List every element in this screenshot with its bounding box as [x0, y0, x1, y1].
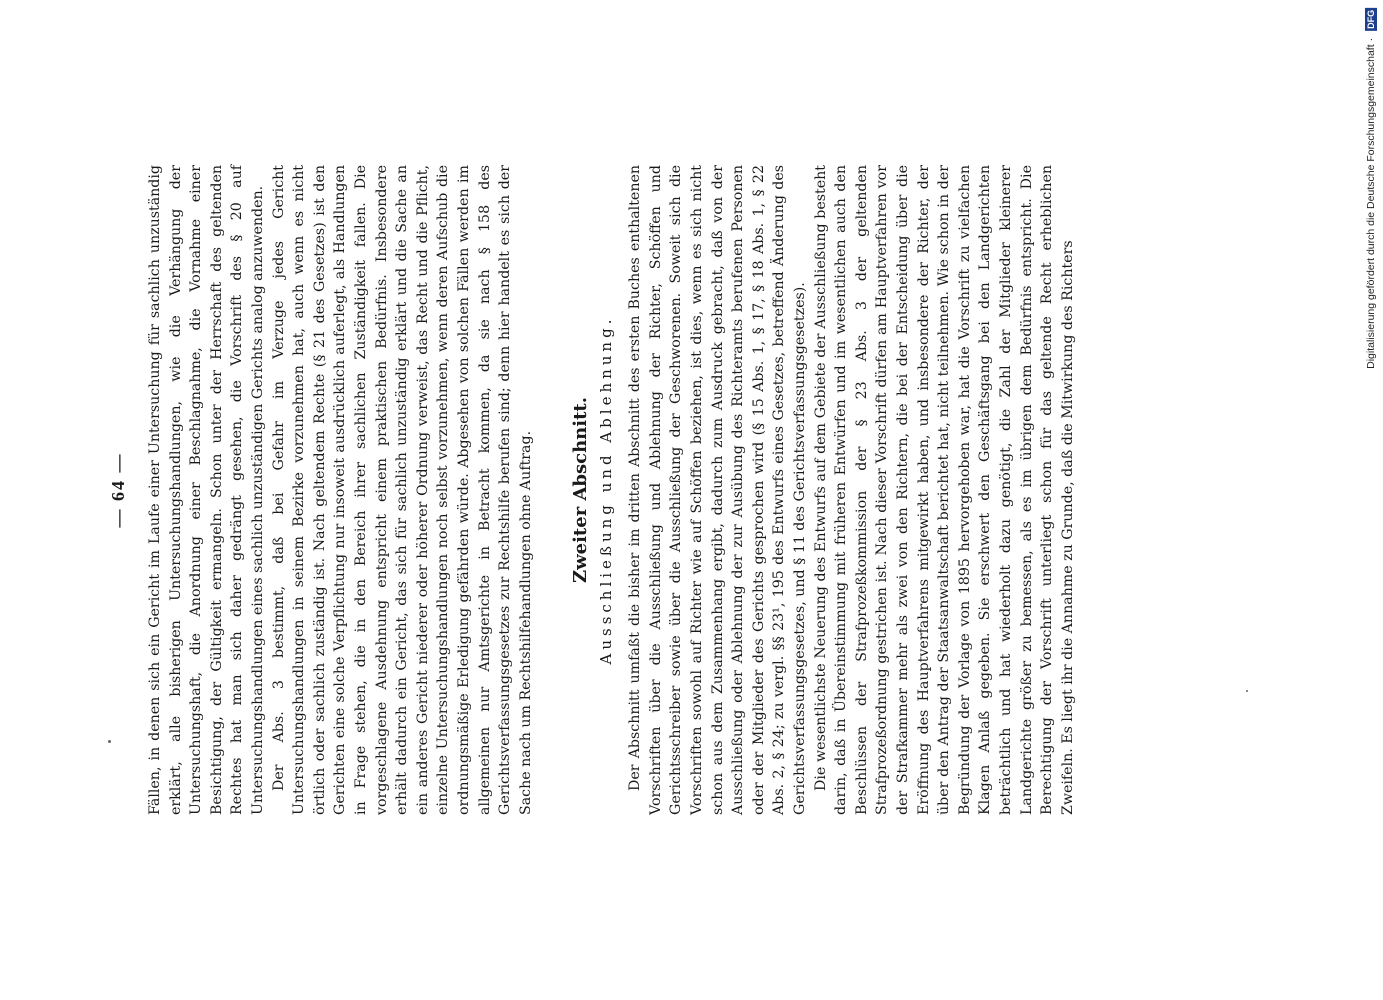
- watermark-text: Digitalisierung gefördert durch die Deutsche Forschungsgemeinschaft: [1365, 44, 1377, 369]
- paper-speck: [1246, 690, 1248, 692]
- section-title: Zweiter Abschnitt.: [570, 397, 592, 583]
- page-number: — 64 —: [108, 452, 128, 528]
- paragraph-bottom-2: Die wesentlichste Neuerung des Entwurfs auf dem Gebiete der Ausschließung besteht darin, daß in Übereinstimmung mit früheren Entwürfen und im wesentlichen auch den Beschlüssen der Strafprozeßkommission der § 23 Abs. 3 der geltenden Strafprozeßordnung gestrichen ist. Nach dieser Vorschrift dürfen am Hauptverfahren vor der Strafkammer mehr als zwei von den Richtern, die bei der Entscheidung über die Eröffnung des Hauptverfahrens mitgewirkt haben, und insbesondere der Richter, der über den Antrag der Staatsanwaltschaft berichtet hat, nicht teilnehmen. Wie schon in der Begründung der Vorlage von 1895 hervorgehoben war, hat die Vorschrift zu vielfachen Klagen Anlaß gegeben. Sie erschwert den Geschäftsgang bei den Landgerichten beträchtlich und hat wiederholt dazu genötigt, die Zahl der Mitglieder kleinerer Landgerichte größer zu bemessen, als es im übrigen dem Bedürfnis entspricht. Die Berechtigung der Vorschrift unterliegt schon für das geltende Recht erheblichen Zweifeln. Es liegt ihr die Annahme zu Grunde, daß die Mitwirkung des Richters: [812, 165, 1076, 815]
- dfg-logo: DFG: [1366, 10, 1376, 29]
- section-subtitle: Ausschließung und Ablehnung.: [597, 315, 616, 665]
- paragraph-top-2: Der Abs. 3 bestimmt, daß bei Gefahr im Verzuge jedes Gericht Untersuchungshandlungen in seinem Bezirke vorzunehmen hat, auch wenn es nicht örtlich oder sachlich zuständig ist. Nach geltendem Rechte (§ 21 des Gesetzes) ist den Gerichten eine solche Verpflichtung nur insoweit ausdrücklich auferlegt, als Handlungen in Frage stehen, die in den Bereich ihrer sachlichen Zuständigkeit fallen. Die vorgeschlagene Ausdehnung entspricht einem praktischen Bedürfnis. Insbesondere erhält dadurch ein Gericht, das sich für sachlich unzuständig erklärt und die Sache an ein anderes Gericht niederer oder höherer Ordnung verweist, das Recht und die Pflicht, einzelne Untersuchungshandlungen noch selbst vorzunehmen, wenn deren Aufschub die ordnungsmäßige Erledigung gefährden würde. Abgesehen von solchen Fällen werden im allgemeinen nur Amtsgerichte in Betracht kommen, da sie nach § 158 des Gerichtsverfassungsgesetzes zur Rechtshilfe berufen sind; denn hier handelt es sich der Sache nach um Rechtshilfehandlungen ohne Auftrag.: [270, 165, 534, 815]
- paragraph-top-1: Fällen, in denen sich ein Gericht im Laufe einer Untersuchung für sachlich unzuständig erklärt, alle bisherigen Untersuchungshandlungen, wie die Verhängung der Untersuchungshaft, die Anordnung einer Beschlagnahme, die Vornahme einer Besichtigung, der Gültigkeit ermangeln. Schon unter der Herrschaft des geltenden Rechtes hat man sich daher gedrängt gesehen, die Vorschrift des § 20 auf Untersuchungshandlungen eines sachlich unzuständigen Gerichts analog anzuwenden.: [147, 165, 266, 815]
- digitization-watermark: Digitalisierung gefördert durch die Deutsche Forschungsgemeinschaft · DFG: [1365, 10, 1377, 369]
- paragraph-bottom-1: Der Abschnitt umfaßt die bisher im dritten Abschnitt des ersten Buches enthaltenen Vorschriften über die Ausschließung und Ablehnung der Richter, Schöffen und Gerichtsschreiber sowie über die Ausschließung der Geschworenen. Soweit sich die Vorschriften sowohl auf Richter wie auf Schöffen beziehen, ist dies, wenn es sich nicht schon aus dem Zusammenhang ergibt, dadurch zum Ausdruck gebracht, daß von der Ausschließung oder Ablehnung der zur Ausübung des Richteramts berufenen Personen oder der Mitglieder des Gerichts gesprochen wird (§ 15 Abs. 1, § 17, § 18 Abs. 1, § 22 Abs. 2, § 24; zu vergl. §§ 23¹, 195 des Entwurfs eines Gesetzes, betreffend Änderung des Gerichtsverfassungsgesetzes, und § 11 des Gerichtsverfassungsgesetzes).: [627, 165, 809, 815]
- paper-speck: [108, 740, 111, 743]
- page-content: [108, 165, 1078, 815]
- section-body: [625, 165, 1078, 815]
